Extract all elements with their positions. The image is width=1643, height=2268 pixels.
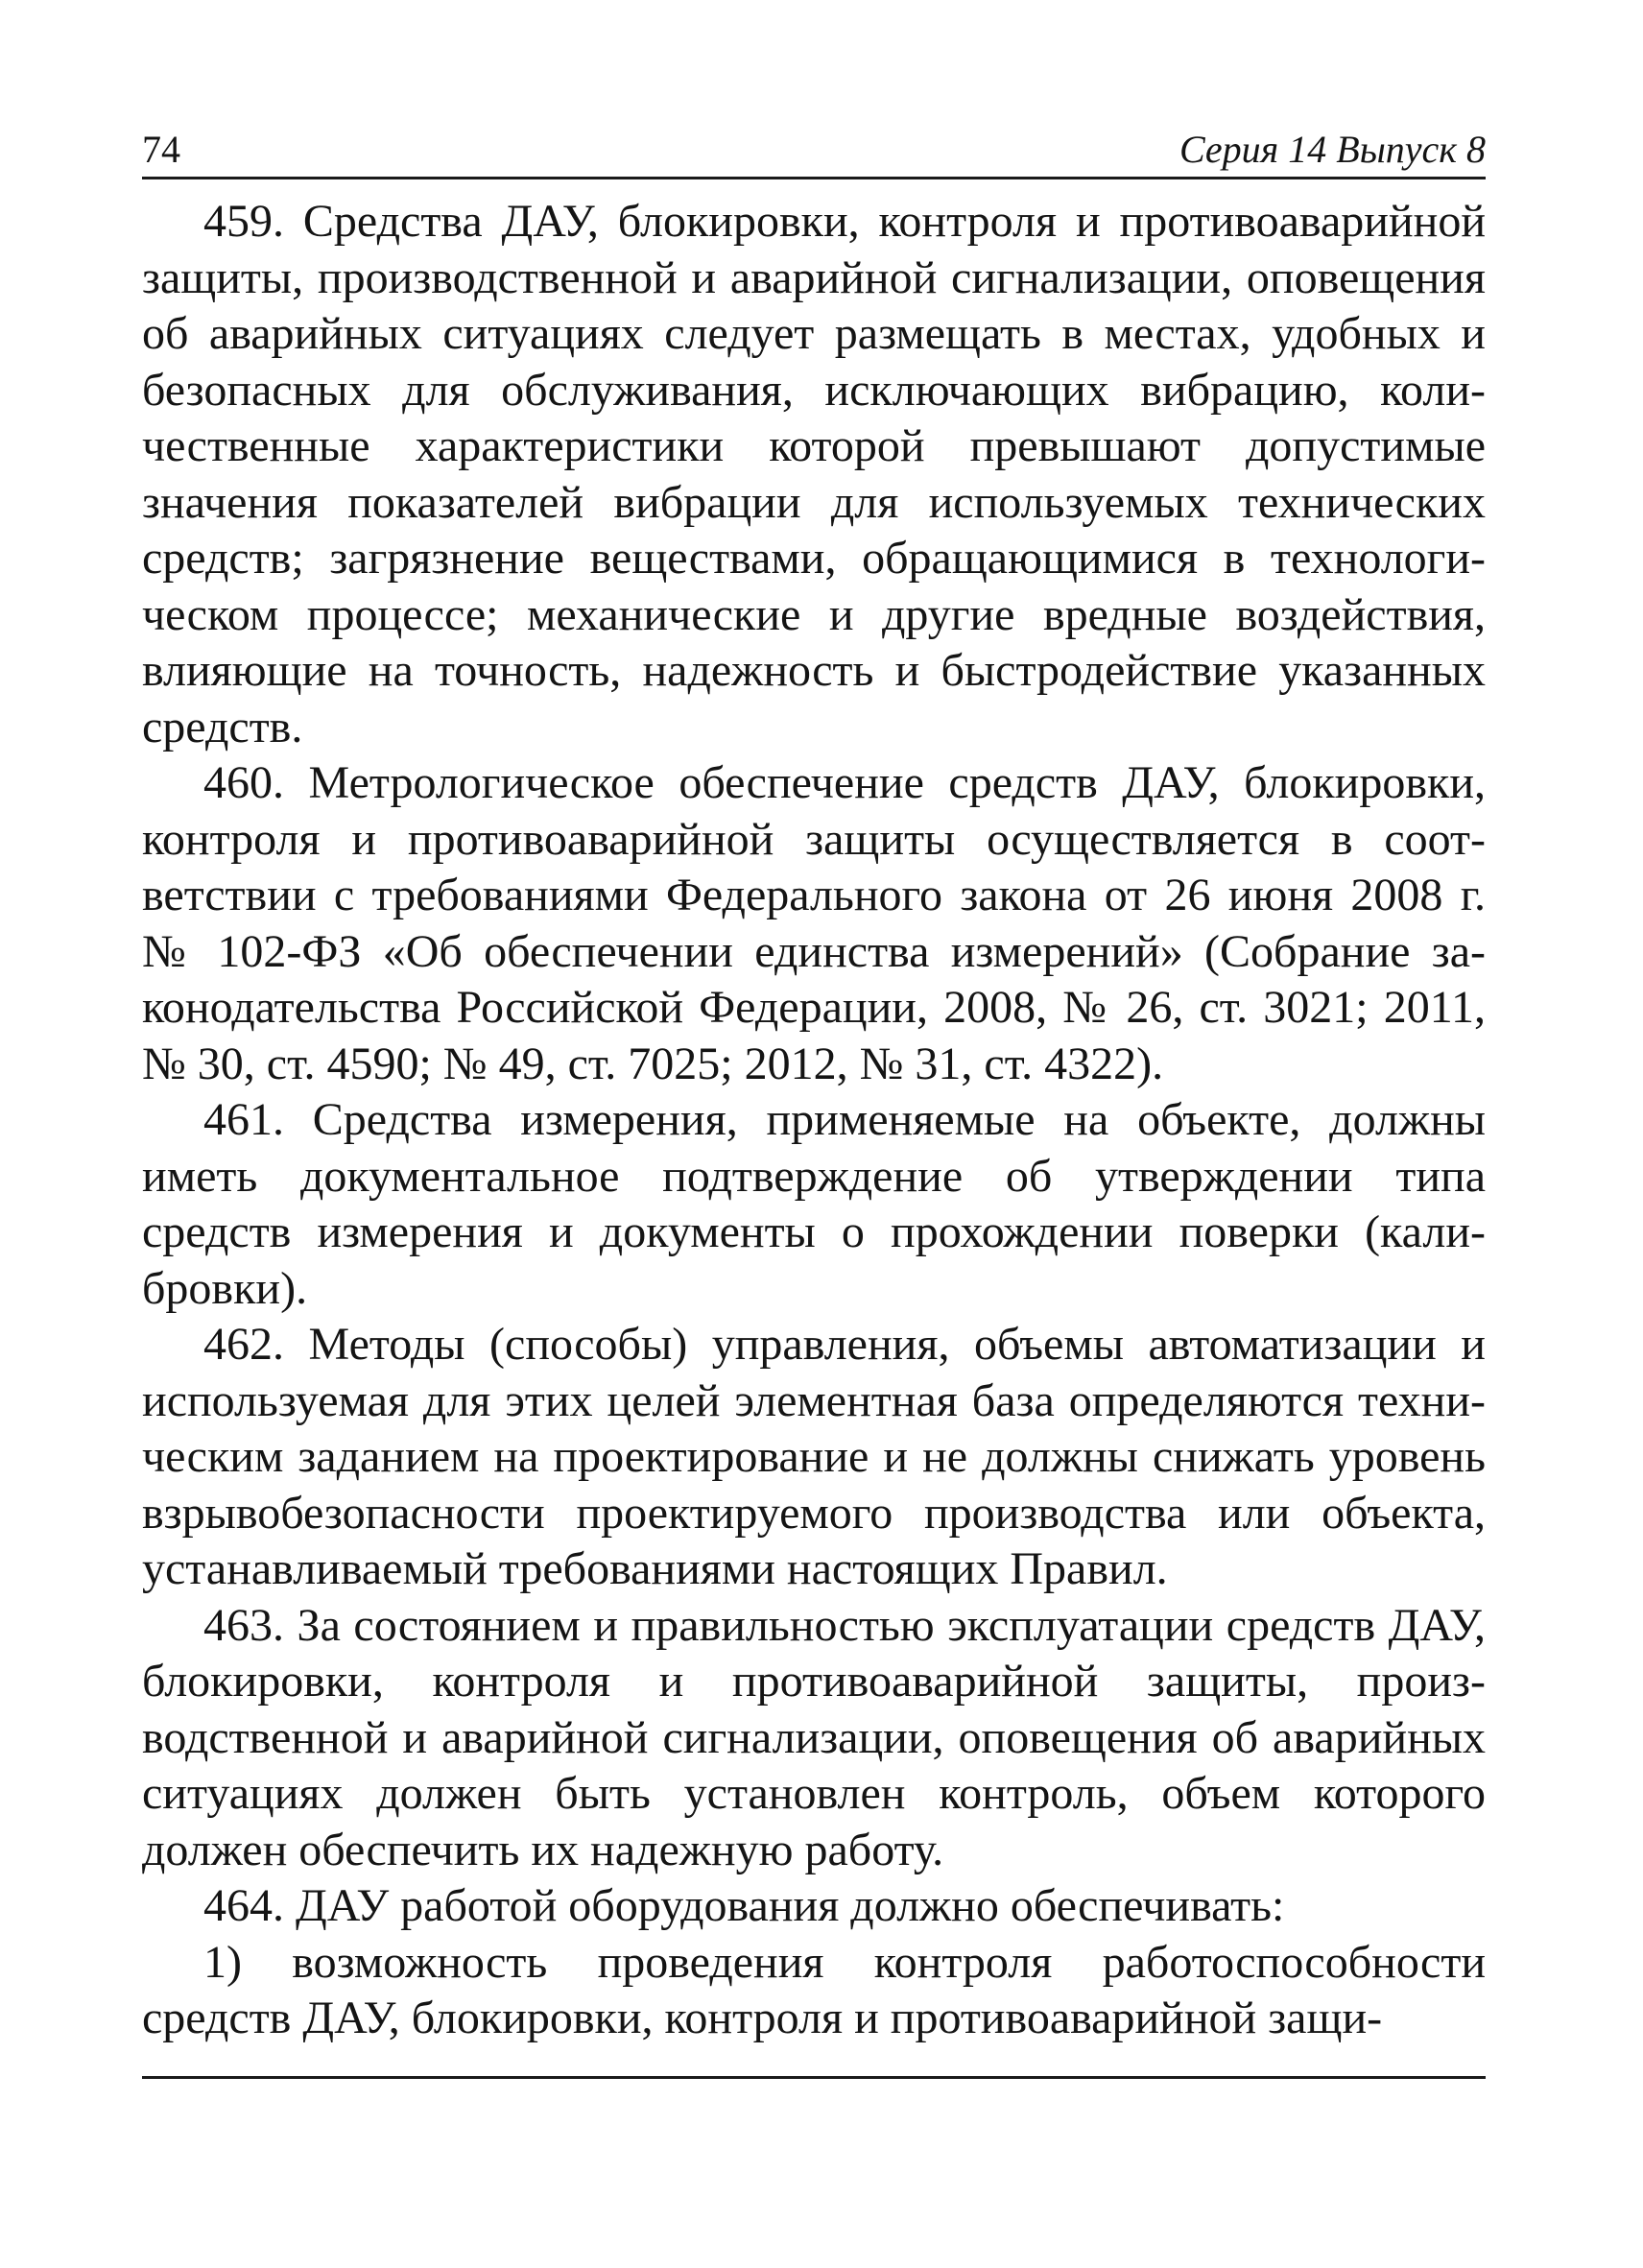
paragraph-number: 460. (203, 757, 284, 808)
paragraph-text: За состоянием и правильностью эксплуатации средств ДАУ, блокировки, контроля и противоаварийной защиты, производственной и аварийной сигнализации, оповещения об аварийных ситуациях должен быть установлен контроль, объем которого должен обеспечить их надежную работу. (142, 1599, 1487, 1875)
paragraph-460 (142, 755, 1486, 1092)
paragraph-text: Метрологическое обеспечение средств ДАУ, блокировки, контроля и противоаварийной защиты осуществляется в соответствии с требованиями Федерального закона от 26 июня 2008 г. № 102-ФЗ «Об обеспечении единства измерений» (Собрание законодательства Российской Федерации, 2008, № 26, ст. 3021; 2011, № 30, ст. 4590; № 49, ст. 7025; 2012, № 31, ст. 4322). (142, 757, 1487, 1089)
paragraph-number: 459. (203, 196, 284, 247)
paragraph-number: 462. (203, 1319, 284, 1370)
paragraph-number: 464. (203, 1880, 284, 1931)
paragraph-text: Средства ДАУ, блокировки, контроля и противоаварийной защиты, производственной и аварийной сигнализации, оповещения об аварийных ситуациях следует размещать в местах, удобных и безопасных для обслуживания, исключающих вибрацию, количественные характеристики которой превышают допустимые значения показателей вибрации для используемых технических средств; загрязнение веществами, обращающимися в технологическом процессе; механические и другие вредные воздействия, влияющие на точность, надежность и быстродействие указанных средств. (142, 196, 1487, 752)
paragraph-text: Методы (способы) управления, объемы автоматизации и используемая для этих целей элементная база определяются техническим заданием на проектирование и не должны снижать уровень взрывобезопасности проектируемого производства или объекта, устанавливаемый требованиями настоящих Правил. (142, 1319, 1486, 1594)
paragraph-463 (142, 1598, 1486, 1879)
bottom-rule (142, 2076, 1486, 2079)
running-header (142, 123, 1486, 179)
paragraph-462 (142, 1317, 1486, 1598)
series-label: Серия 14 Выпуск 8 (1179, 128, 1486, 171)
paragraph-number: 463. (203, 1599, 284, 1651)
paragraph-461 (142, 1092, 1486, 1317)
paragraph-text: Средства измерения, применяемые на объекте, должны иметь документальное подтверждение об утверждении типа средств измерения и документы о прохождении поверки (калибровки). (142, 1094, 1487, 1314)
body-text (142, 194, 1486, 2047)
page-number: 74 (142, 128, 180, 171)
list-item-text: возможность проведения контроля работоспособности средств ДАУ, блокировки, контроля и противоаварийной защи- (142, 1936, 1487, 2043)
list-item-1 (142, 1935, 1486, 2047)
list-item-number: 1) (203, 1936, 242, 1988)
paragraph-464 (142, 1878, 1486, 1935)
paragraph-459 (142, 194, 1486, 755)
paragraph-text: ДАУ работой оборудования должно обеспечивать: (296, 1880, 1285, 1931)
paragraph-number: 461. (203, 1094, 284, 1145)
